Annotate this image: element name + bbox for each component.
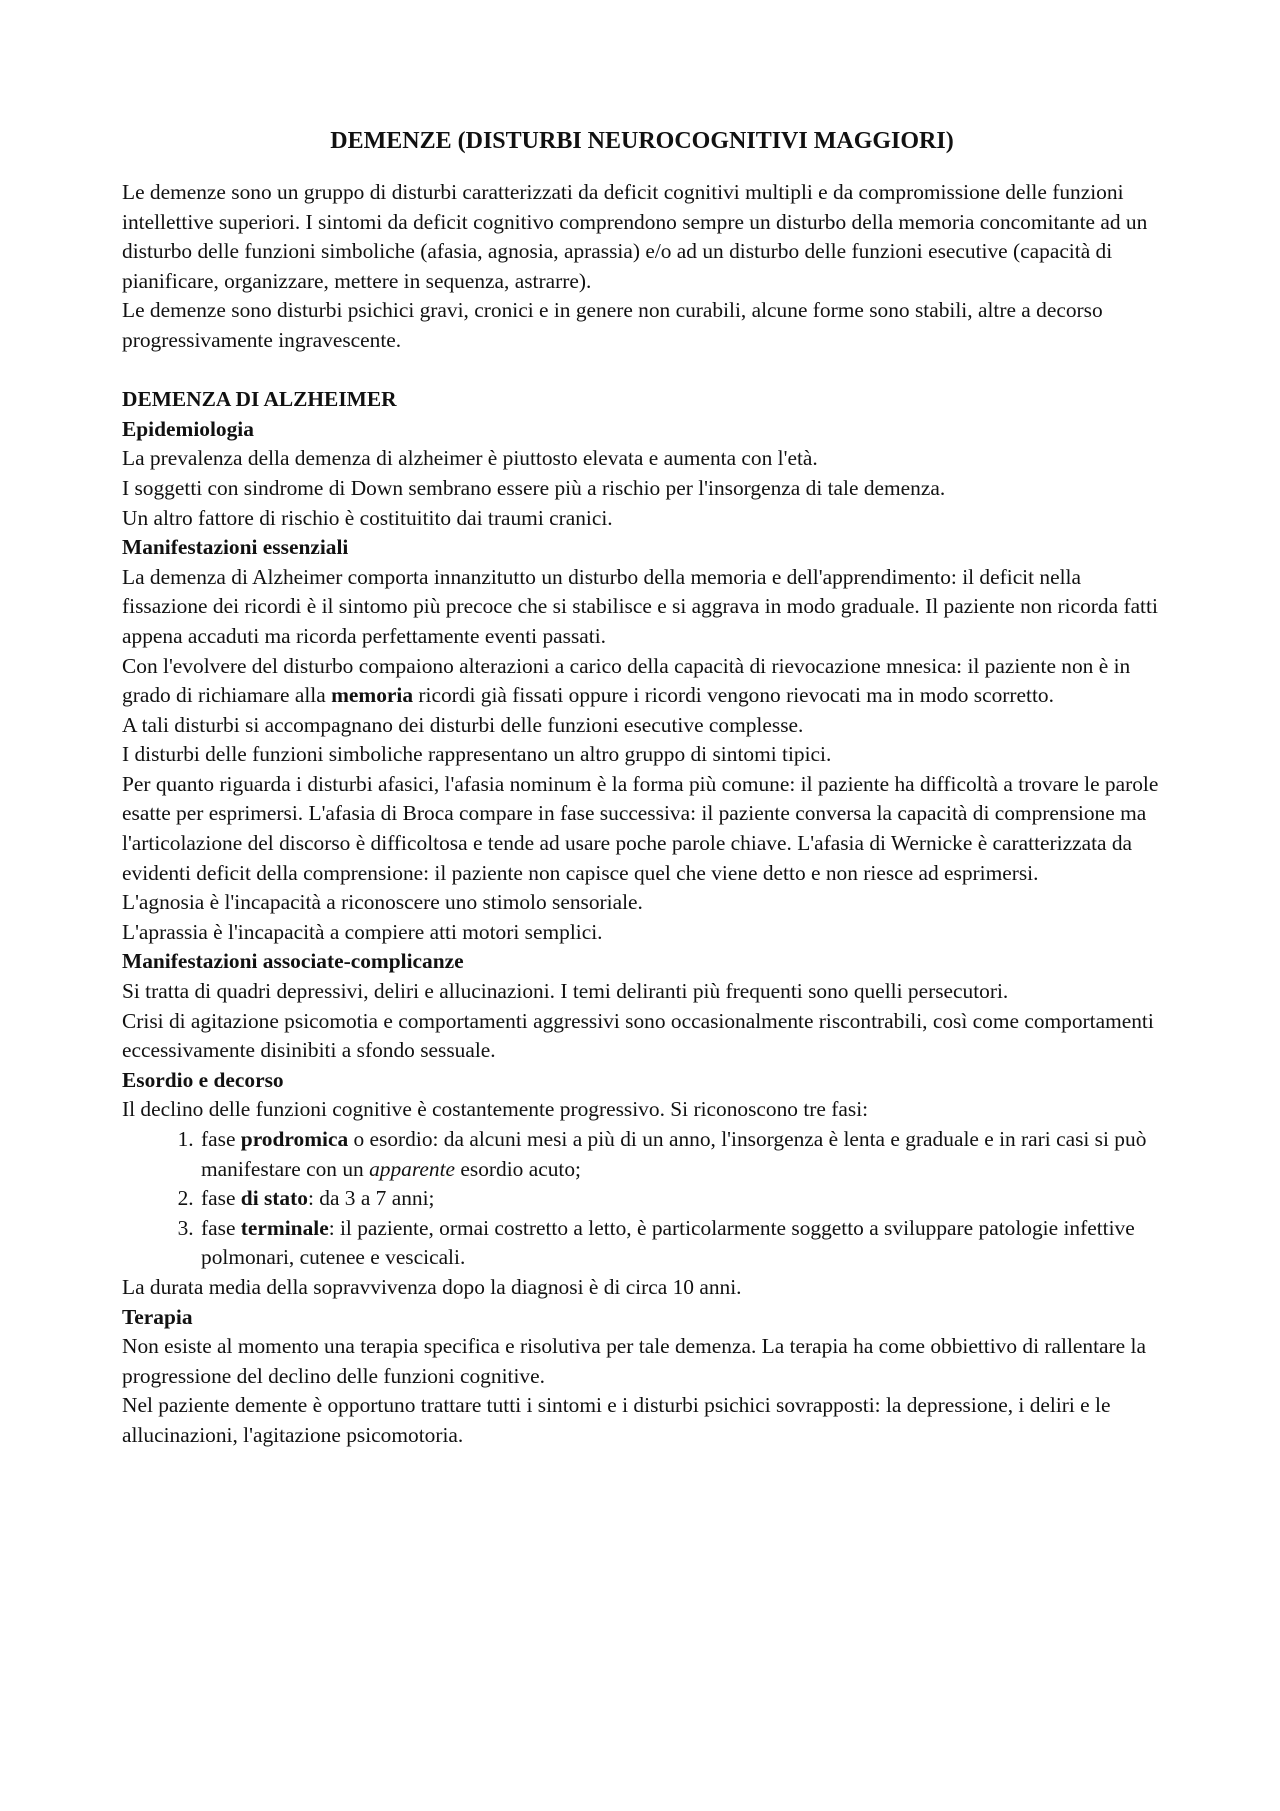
esordio-intro: Il declino delle funzioni cognitive è costantemente progressivo. Si riconoscono tre fasi: [122,1097,869,1122]
manifestazioni-paragraph-7: L'aprassia è l'incapacità a compiere atti motori semplici. [122,919,603,944]
page-title: DEMENZE (DISTURBI NEUROCOGNITIVI MAGGIORI) [330,128,954,154]
text-run: o esordio: da alcuni mesi a più di un anno, l'insorgenza è lenta e graduale e in rari casi si può manifestare con un [201,1127,1147,1181]
phases-list [122,1125,1162,1273]
section-spacer [122,356,1162,386]
text-run: fase [201,1127,241,1151]
manifestazioni-paragraph-6: L'agnosia è l'incapacità a riconoscere uno stimolo sensoriale. [122,890,643,915]
text-run: ricordi già fissati oppure i ricordi vengono rievocati ma in modo scorretto. [413,683,1054,708]
manifestazioni-paragraph-5: Per quanto riguarda i disturbi afasici, l'afasia nominum è la forma più comune: il paziente ha difficoltà a trovare le parole esatte per esprimersi. L'afasia di Broca compare in fase successiva: il paziente conversa la capacità di comprensione ma l'articolazione del discorso è difficoltosa e tende ad usare poche parole chiave. L'afasia di Wernicke è caratterizzata da evidenti deficit della comprensione: il paziente non capisce quel che viene detto e non riesce ad esprimersi. [122,771,1159,885]
subheading-epidemiologia: Epidemiologia [122,416,254,441]
list-item-phase-2 [199,1184,1162,1214]
text-run: : da 3 a 7 anni; [307,1186,435,1211]
list-item-phase-1 [199,1125,1162,1184]
manifestazioni-paragraph-4: I disturbi delle funzioni simboliche rappresentano un altro gruppo di sintomi tipici. [122,742,832,767]
bold-term-terminale: terminale [240,1215,329,1240]
subheading-terapia: Terapia [122,1304,193,1329]
text-run: esordio acuto; [455,1156,581,1181]
manifestazioni-paragraph-1: La demenza di Alzheimer comporta innanzitutto un disturbo della memoria e dell'apprendimento: il deficit nella fissazione dei ricordi è il sintomo più precoce che si stabilisce e si aggrava in modo graduale. Il paziente non ricorda fatti appena accaduti ma ricorda perfettamente eventi passati. [122,564,1158,648]
text-run: fase [201,1215,241,1240]
complicanze-paragraph-1: Si tratta di quadri depressivi, deliri e allucinazioni. I temi deliranti più frequenti sono quelli persecutori. [122,979,1009,1004]
intro-paragraph-2: Le demenze sono disturbi psichici gravi, cronici e in genere non curabili, alcune forme sono stabili, altre a decorso progressivamente ingravescente. [122,298,1103,352]
epidemiologia-line-3: Un altro fattore di rischio è costituitito dai traumi cranici. [122,505,613,530]
manifestazioni-paragraph-3: A tali disturbi si accompagnano dei disturbi delle funzioni esecutive complesse. [122,712,804,737]
italic-term-apparente: apparente [369,1156,456,1181]
epidemiologia-line-2: I soggetti con sindrome di Down sembrano essere più a rischio per l'insorgenza di tale demenza. [122,475,946,500]
bold-term-di-stato: di stato [240,1186,308,1211]
text-run: : il paziente, ormai costretto a letto, è particolarmente soggetto a sviluppare patologie infettive polmonari, cutenee e vescicali. [201,1215,1135,1270]
esordio-outro: La durata media della sopravvivenza dopo la diagnosi è di circa 10 anni. [122,1274,742,1299]
epidemiologia-line-1: La prevalenza della demenza di alzheimer è piuttosto elevata e aumenta con l'età. [122,446,818,471]
complicanze-paragraph-2: Crisi di agitazione psicomotia e comportamenti aggressivi sono occasionalmente riscontrabili, così come comportamenti eccessivamente disinibiti a sfondo sessuale. [122,1008,1154,1063]
list-item-phase-3 [199,1214,1162,1273]
manifestazioni-paragraph-2 [122,652,1162,711]
subheading-manifestazioni: Manifestazioni essenziali [122,535,349,560]
text-run: fase [201,1186,241,1211]
bold-term-prodromica: prodromica [240,1127,349,1151]
subheading-complicanze: Manifestazioni associate-complicanze [122,949,464,974]
subheading-esordio: Esordio e decorso [122,1067,284,1092]
terapia-paragraph-1: Non esiste al momento una terapia specifica e risolutiva per tale demenza. La terapia ha come obbiettivo di rallentare la progressione del declino delle funzioni cognitive. [122,1334,1146,1388]
section-heading-alzheimer: DEMENZA DI ALZHEIMER [122,387,397,412]
text-run: Con l'evolvere del disturbo compaiono alterazioni a carico della capacità di rievocazione mnesica: il paziente non è in grado di richiamare alla [122,653,1131,708]
bold-term-memoria: memoria [331,683,414,708]
intro-paragraph-1: Le demenze sono un gruppo di disturbi caratterizzati da deficit cognitivi multipli e da compromissione delle funzioni intellettive superiori. I sintomi da deficit cognitivo comprendono sempre un disturbo della memoria concomitante ad un disturbo delle funzioni simboliche (afasia, agnosia, aprassia) e/o ad un disturbo delle funzioni esecutive (capacità di pianificare, organizzare, mettere in sequenza, astrarre). [122,180,1148,293]
terapia-paragraph-2: Nel paziente demente è opportuno trattare tutti i sintomi e i disturbi psichici sovrapposti: la depressione, i deliri e le allucinazioni, l'agitazione psicomotoria. [122,1393,1111,1447]
